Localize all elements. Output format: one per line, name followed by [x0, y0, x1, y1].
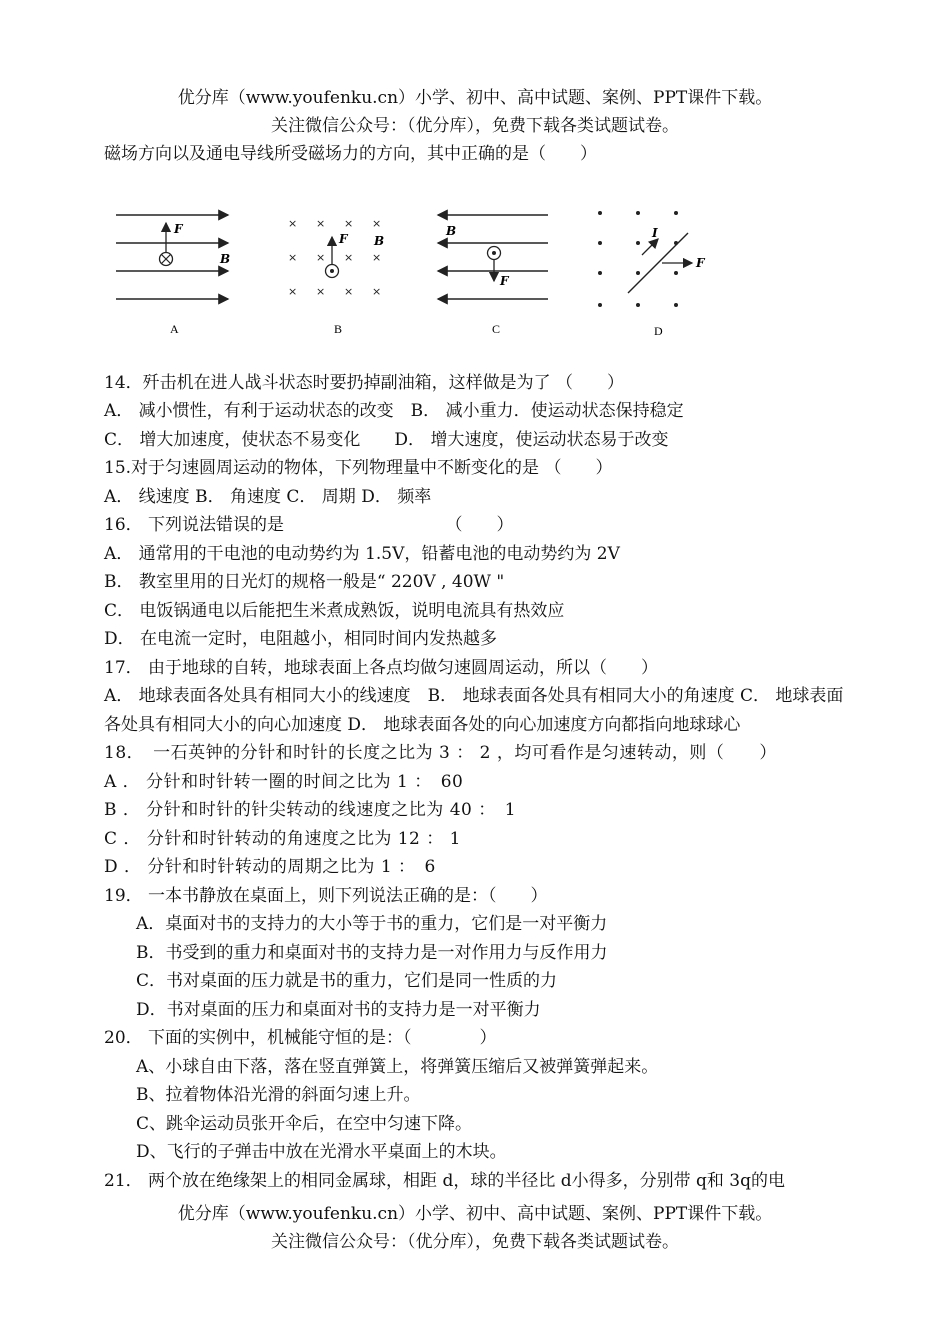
svg-text:×: ×	[372, 284, 382, 298]
figure-a-field-label: B	[220, 251, 231, 266]
q20-option-d: D、飞行的子弹击中放在光滑水平桌面上的木块。	[136, 1142, 507, 1162]
svg-text:×: ×	[344, 250, 354, 264]
svg-text:×: ×	[316, 216, 326, 230]
figure-d-label: D	[654, 323, 663, 338]
figure-b	[274, 171, 414, 367]
svg-text:×: ×	[344, 216, 354, 230]
footer-line-2: 关注微信公众号：（优分库），免费下载各类试题试卷。	[271, 1232, 679, 1252]
figure-d	[590, 171, 740, 367]
q21-stem: 21． 两个放在绝缘架上的相同金属球，相距 d，球的半径比 d小得多，分别带 q和 3q的电	[104, 1170, 785, 1191]
q20-stem: 20． 下面的实例中，机械能守恒的是：（ ）	[104, 1028, 497, 1048]
footer-line-1: 优分库（www.youfenku.cn）小学、初中、高中试题、案例、PPT课件下载。	[177, 1204, 773, 1224]
figure-d-current-label: I	[652, 225, 658, 240]
q18-option-d: D ． 分针和时针转动的周期之比为 1 ： 6	[104, 857, 436, 877]
svg-text:×: ×	[316, 250, 326, 264]
figure-d-force-label: F	[696, 255, 705, 270]
document-body	[104, 140, 850, 1195]
svg-text:×: ×	[316, 284, 326, 298]
q19-option-a: A．桌面对书的支持力的大小等于书的重力，它们是一对平衡力	[136, 914, 608, 934]
q17-stem: 17． 由于地球的自转，地球表面上各点均做匀速圆周运动，所以（ ）	[104, 657, 659, 678]
figure-a-label: A	[170, 321, 179, 336]
svg-text:×: ×	[372, 216, 382, 230]
q19-option-c: C．书对桌面的压力就是书的重力，它们是同一性质的力	[136, 971, 558, 991]
figure-b-label: B	[334, 321, 343, 336]
q20-option-b: B、拉着物体沿光滑的斜面匀速上升。	[136, 1085, 421, 1105]
q18-option-a: A ． 分针和时针转一圈的时间之比为 1 ： 60	[104, 771, 464, 792]
page-footer	[0, 1200, 950, 1256]
q18-stem: 18． 一石英钟的分针和时针的长度之比为 3 ： 2 ，均可看作是匀速转动，则（ ）	[104, 743, 777, 763]
svg-text:×: ×	[288, 284, 298, 298]
figure-b-field-label: B	[374, 233, 385, 248]
figure-c-force-label: F	[500, 273, 509, 288]
figure-c-field-label: B	[446, 223, 457, 238]
figure-c-label: C	[492, 321, 501, 336]
page-header	[0, 84, 950, 140]
svg-text:×: ×	[288, 250, 298, 264]
q16-stem: 16． 下列说法错误的是 （ ）	[104, 515, 514, 535]
q16-option-d: D． 在电流一定时，电阻越小，相同时间内发热越多	[104, 629, 498, 649]
q19-stem: 19． 一本书静放在桌面上，则下列说法正确的是：（ ）	[104, 885, 548, 906]
q18-option-b: B ． 分针和时针的针尖转动的线速度之比为 40 ： 1	[104, 800, 517, 820]
q17-options: A． 地球表面各处具有相同大小的线速度 B． 地球表面各处具有相同大小的角速度 C． 地球表面各处具有相同大小的向心加速度 D． 地球表面各处的向心加速度方向都指向地球球心	[104, 686, 844, 735]
q16-option-c: C． 电饭锅通电以后能把生米煮成熟饭，说明电流具有热效应	[104, 600, 565, 621]
svg-text:×: ×	[344, 284, 354, 298]
q19-option-d: D．书对桌面的压力和桌面对书的支持力是一对平衡力	[136, 999, 541, 1020]
q15-options: A． 线速度 B． 角速度 C． 周期 D． 频率	[104, 486, 432, 507]
q18-option-c: C ． 分针和时针转动的角速度之比为 12 ： 1	[104, 828, 461, 849]
q14-options-cd: C． 增大加速度，使状态不易变化 D． 增大速度，使运动状态易于改变	[104, 429, 669, 450]
figure-b-force-label: F	[339, 231, 348, 246]
q14-stem: 14．歼击机在进人战斗状态时要扔掉副油箱，这样做是为了 （ ）	[104, 372, 625, 393]
magnetic-field-figures	[104, 171, 850, 367]
q14-options-ab: A． 减小惯性，有利于运动状态的改变 B． 减小重力．使运动状态保持稳定	[104, 401, 684, 421]
svg-text:×: ×	[288, 216, 298, 230]
figure-c	[432, 171, 572, 367]
svg-text:×: ×	[372, 250, 382, 264]
q16-option-b: B． 教室里用的日光灯的规格一般是“ 220V , 40W "	[104, 572, 505, 592]
header-line-1: 优分库（www.youfenku.cn）小学、初中、高中试题、案例、PPT课件下载。	[177, 88, 773, 108]
figure-a	[112, 171, 252, 367]
q13-tail-text: 磁场方向以及通电导线所受磁场力的方向，其中正确的是（ ）	[104, 144, 597, 164]
q20-option-c: C、跳伞运动员张开伞后，在空中匀速下降。	[136, 1113, 473, 1134]
q20-option-a: A、小球自由下落，落在竖直弹簧上，将弹簧压缩后又被弹簧弹起来。	[136, 1056, 659, 1077]
header-line-2: 关注微信公众号：（优分库），免费下载各类试题试卷。	[271, 116, 679, 136]
q19-option-b: B．书受到的重力和桌面对书的支持力是一对作用力与反作用力	[136, 942, 608, 963]
figure-a-force-label: F	[174, 221, 183, 236]
q16-option-a: A． 通常用的干电池的电动势约为 1.5V，铅蓄电池的电动势约为 2V	[104, 543, 620, 564]
q15-stem: 15.对于匀速圆周运动的物体，下列物理量中不断变化的是 （ ）	[104, 458, 613, 478]
